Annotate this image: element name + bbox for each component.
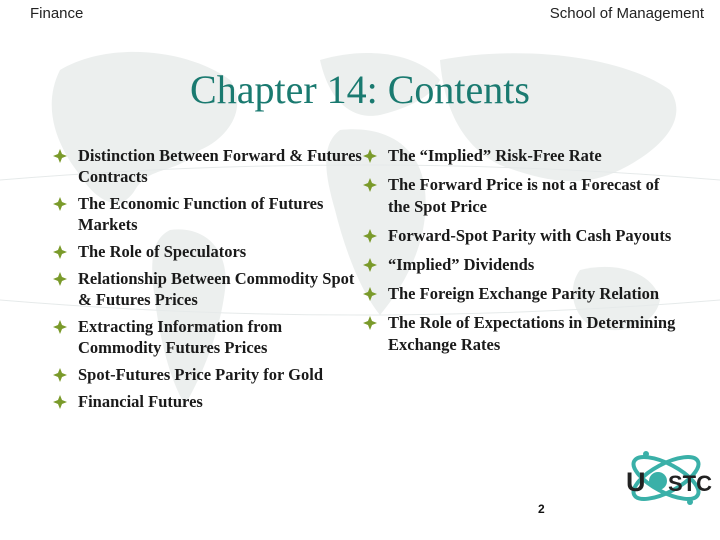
- list-item-text: “Implied” Dividends: [388, 255, 535, 274]
- list-item: [52, 193, 362, 235]
- diamond-bullet-icon: [362, 315, 378, 331]
- list-item-text: Financial Futures: [78, 392, 203, 411]
- list-item-text: Forward-Spot Parity with Cash Payouts: [388, 226, 672, 245]
- list-item: [362, 145, 682, 167]
- list-item: [362, 312, 682, 356]
- list-item: [52, 241, 362, 262]
- page-number: 2: [538, 502, 545, 516]
- list-item: [362, 225, 682, 247]
- diamond-bullet-icon: [52, 367, 68, 383]
- list-item-text: The Role of Expectations in Determining Exchange Rates: [388, 313, 676, 354]
- slide-title: Chapter 14: Contents: [190, 67, 530, 112]
- diamond-bullet-icon: [362, 257, 378, 273]
- list-item: [52, 268, 362, 310]
- list-item-text: The Economic Function of Futures Markets: [78, 194, 324, 234]
- diamond-bullet-icon: [362, 177, 378, 193]
- list-item: [362, 174, 682, 218]
- list-item-text: The Foreign Exchange Parity Relation: [388, 284, 660, 303]
- header-course-name: Finance: [30, 5, 84, 22]
- list-item: [362, 254, 682, 276]
- logo-letters-stc: STC: [668, 471, 712, 496]
- list-item-text: Distinction Between Forward & Futures Contracts: [78, 146, 362, 186]
- list-item-text: Spot-Futures Price Parity for Gold: [78, 365, 324, 384]
- list-item: [52, 145, 362, 187]
- logo-letter-u: U: [626, 467, 646, 497]
- left-contents-list: [52, 145, 362, 418]
- diamond-bullet-icon: [362, 148, 378, 164]
- diamond-bullet-icon: [52, 244, 68, 260]
- diamond-bullet-icon: [52, 319, 68, 335]
- list-item: [52, 316, 362, 358]
- list-item: [52, 391, 362, 412]
- diamond-bullet-icon: [362, 228, 378, 244]
- diamond-bullet-icon: [52, 196, 68, 212]
- list-item: [362, 283, 682, 305]
- diamond-bullet-icon: [52, 394, 68, 410]
- diamond-bullet-icon: [52, 271, 68, 287]
- header-school-name: School of Management: [549, 5, 704, 22]
- diamond-bullet-icon: [362, 286, 378, 302]
- list-item-text: Extracting Information from Commodity Futures Prices: [78, 317, 283, 357]
- uestc-logo: [612, 440, 720, 516]
- list-item-text: The “Implied” Risk-Free Rate: [388, 146, 602, 165]
- diamond-bullet-icon: [52, 148, 68, 164]
- list-item-text: Relationship Between Commodity Spot & Futures Prices: [78, 269, 355, 309]
- right-contents-list: [362, 145, 682, 363]
- list-item-text: The Role of Speculators: [78, 242, 247, 261]
- list-item: [52, 364, 362, 385]
- list-item-text: The Forward Price is not a Forecast of the Spot Price: [388, 175, 660, 216]
